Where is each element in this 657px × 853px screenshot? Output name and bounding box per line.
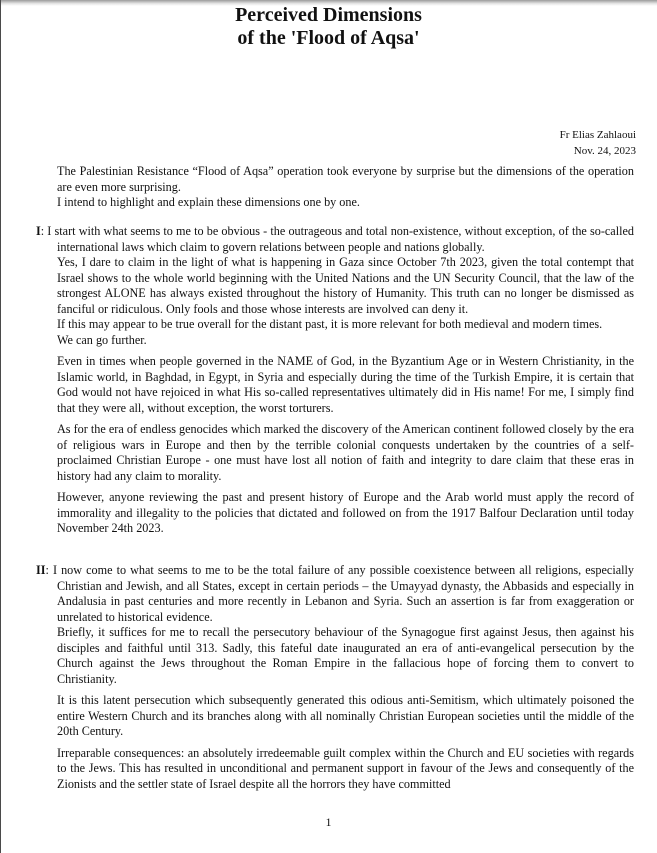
section-1-paragraph: Yes, I dare to claim in the light of what is happening in Gaza since October 7th 2023, given the total contempt that Israel shows to the whole world beginning with the United Nations and the UN Security Council, that the law of the strongest ALONE has always existed throughout the history of Humanity. This truth can no longer be dismissed as fanciful or ridiculous. Only fools and those whose interests are involved can deny it. If this may appear to be true overall for the distant past, it is more relevant for both medieval and modern times. We can go further.	[57, 255, 634, 347]
section-2-paragraph: Briefly, it suffices for me to recall the persecutory behaviour of the Synagogue first against Jesus, then against his disciples and faithful until 313. Sadly, this fateful date inaugurated an era of anti-evangelical persecution by the Church against the Jews throughout the Roman Empire in the fallacious hope of forcing them to convert to Christianity.	[57, 625, 634, 686]
section-2-paragraph: Irreparable consequences: an absolutely irredeemable guilt complex within the Church and EU societies with regards to the Jews. This has resulted in unconditional and permanent support in favour of the Jews and consequently of the Zionists and the settler state of Israel despite all the horrors they have committed	[57, 745, 634, 791]
section-1	[36, 224, 634, 537]
section-2	[36, 563, 634, 792]
section-1-lead: I: I start with what seems to me to be obvious - the outrageous and total non-existence, without exception, of the so-called international laws which claim to govern relations between people and nations globally.	[36, 224, 634, 254]
page-number: 1	[325, 815, 332, 829]
section-2-paragraph: It is this latent persecution which subsequently generated this odious anti-Semitism, which ultimately poisoned the entire Western Church and its branches along with all nominally Christian European societies until the middle of the 20th Century.	[57, 693, 634, 738]
section-2-marker: II	[36, 563, 46, 577]
intro	[57, 164, 634, 211]
document-date: Nov. 24, 2023	[573, 145, 636, 157]
section-1-paragraph: As for the era of endless genocides which marked the discovery of the American continent followed closely by the era of religious wars in Europe and then by the terrible colonial conquests undertaken by the countries of a self-proclaimed Christian Europe - one must have lost all notion of faith and integrity to dare claim that these eras in history had any claim to morality.	[57, 422, 634, 483]
section-1-paragraph: Even in times when people governed in the NAME of God, in the Byzantium Age or in Western Christianity, in the Islamic world, in Baghdad, in Egypt, in Syria and especially during the time of the Turkish Empire, it is certain that God would not have rejoiced in what His so-called representatives ultimately did in His name! For me, I simply find that they were all, without exception, the worst torturers.	[57, 354, 634, 415]
intro-paragraph: The Palestinian Resistance “Flood of Aqsa” operation took everyone by surprise but the dimensions of the operation are even more surprising.	[57, 164, 634, 194]
section-1-paragraph: However, anyone reviewing the past and present history of Europe and the Arab world must apply the record of immorality and illegality to the policies that dictated and followed on from the 1917 Balfour Declaration until today November 24th 2023.	[57, 490, 634, 535]
section-2-lead: II: I now come to what seems to me to be the total failure of any possible coexistence between all religions, especially Christian and Jewish, and all States, except in certain periods – the Umayyad dynasty, the Abbasids and especially in Andalusia in past centuries and more recently in Lebanon and Syria. Such an assertion is far from exaggeration or unrelated to historical evidence.	[36, 563, 634, 624]
byline	[560, 127, 636, 159]
section-1-marker: I	[36, 224, 41, 238]
title-line-2: of the 'Flood of Aqsa'	[237, 27, 420, 49]
intro-line: I intend to highlight and explain these dimensions one by one.	[57, 195, 360, 209]
title-line-1: Perceived Dimensions	[235, 4, 422, 26]
document-title	[0, 4, 657, 50]
author-name: Fr Elias Zahlaoui	[559, 129, 636, 141]
